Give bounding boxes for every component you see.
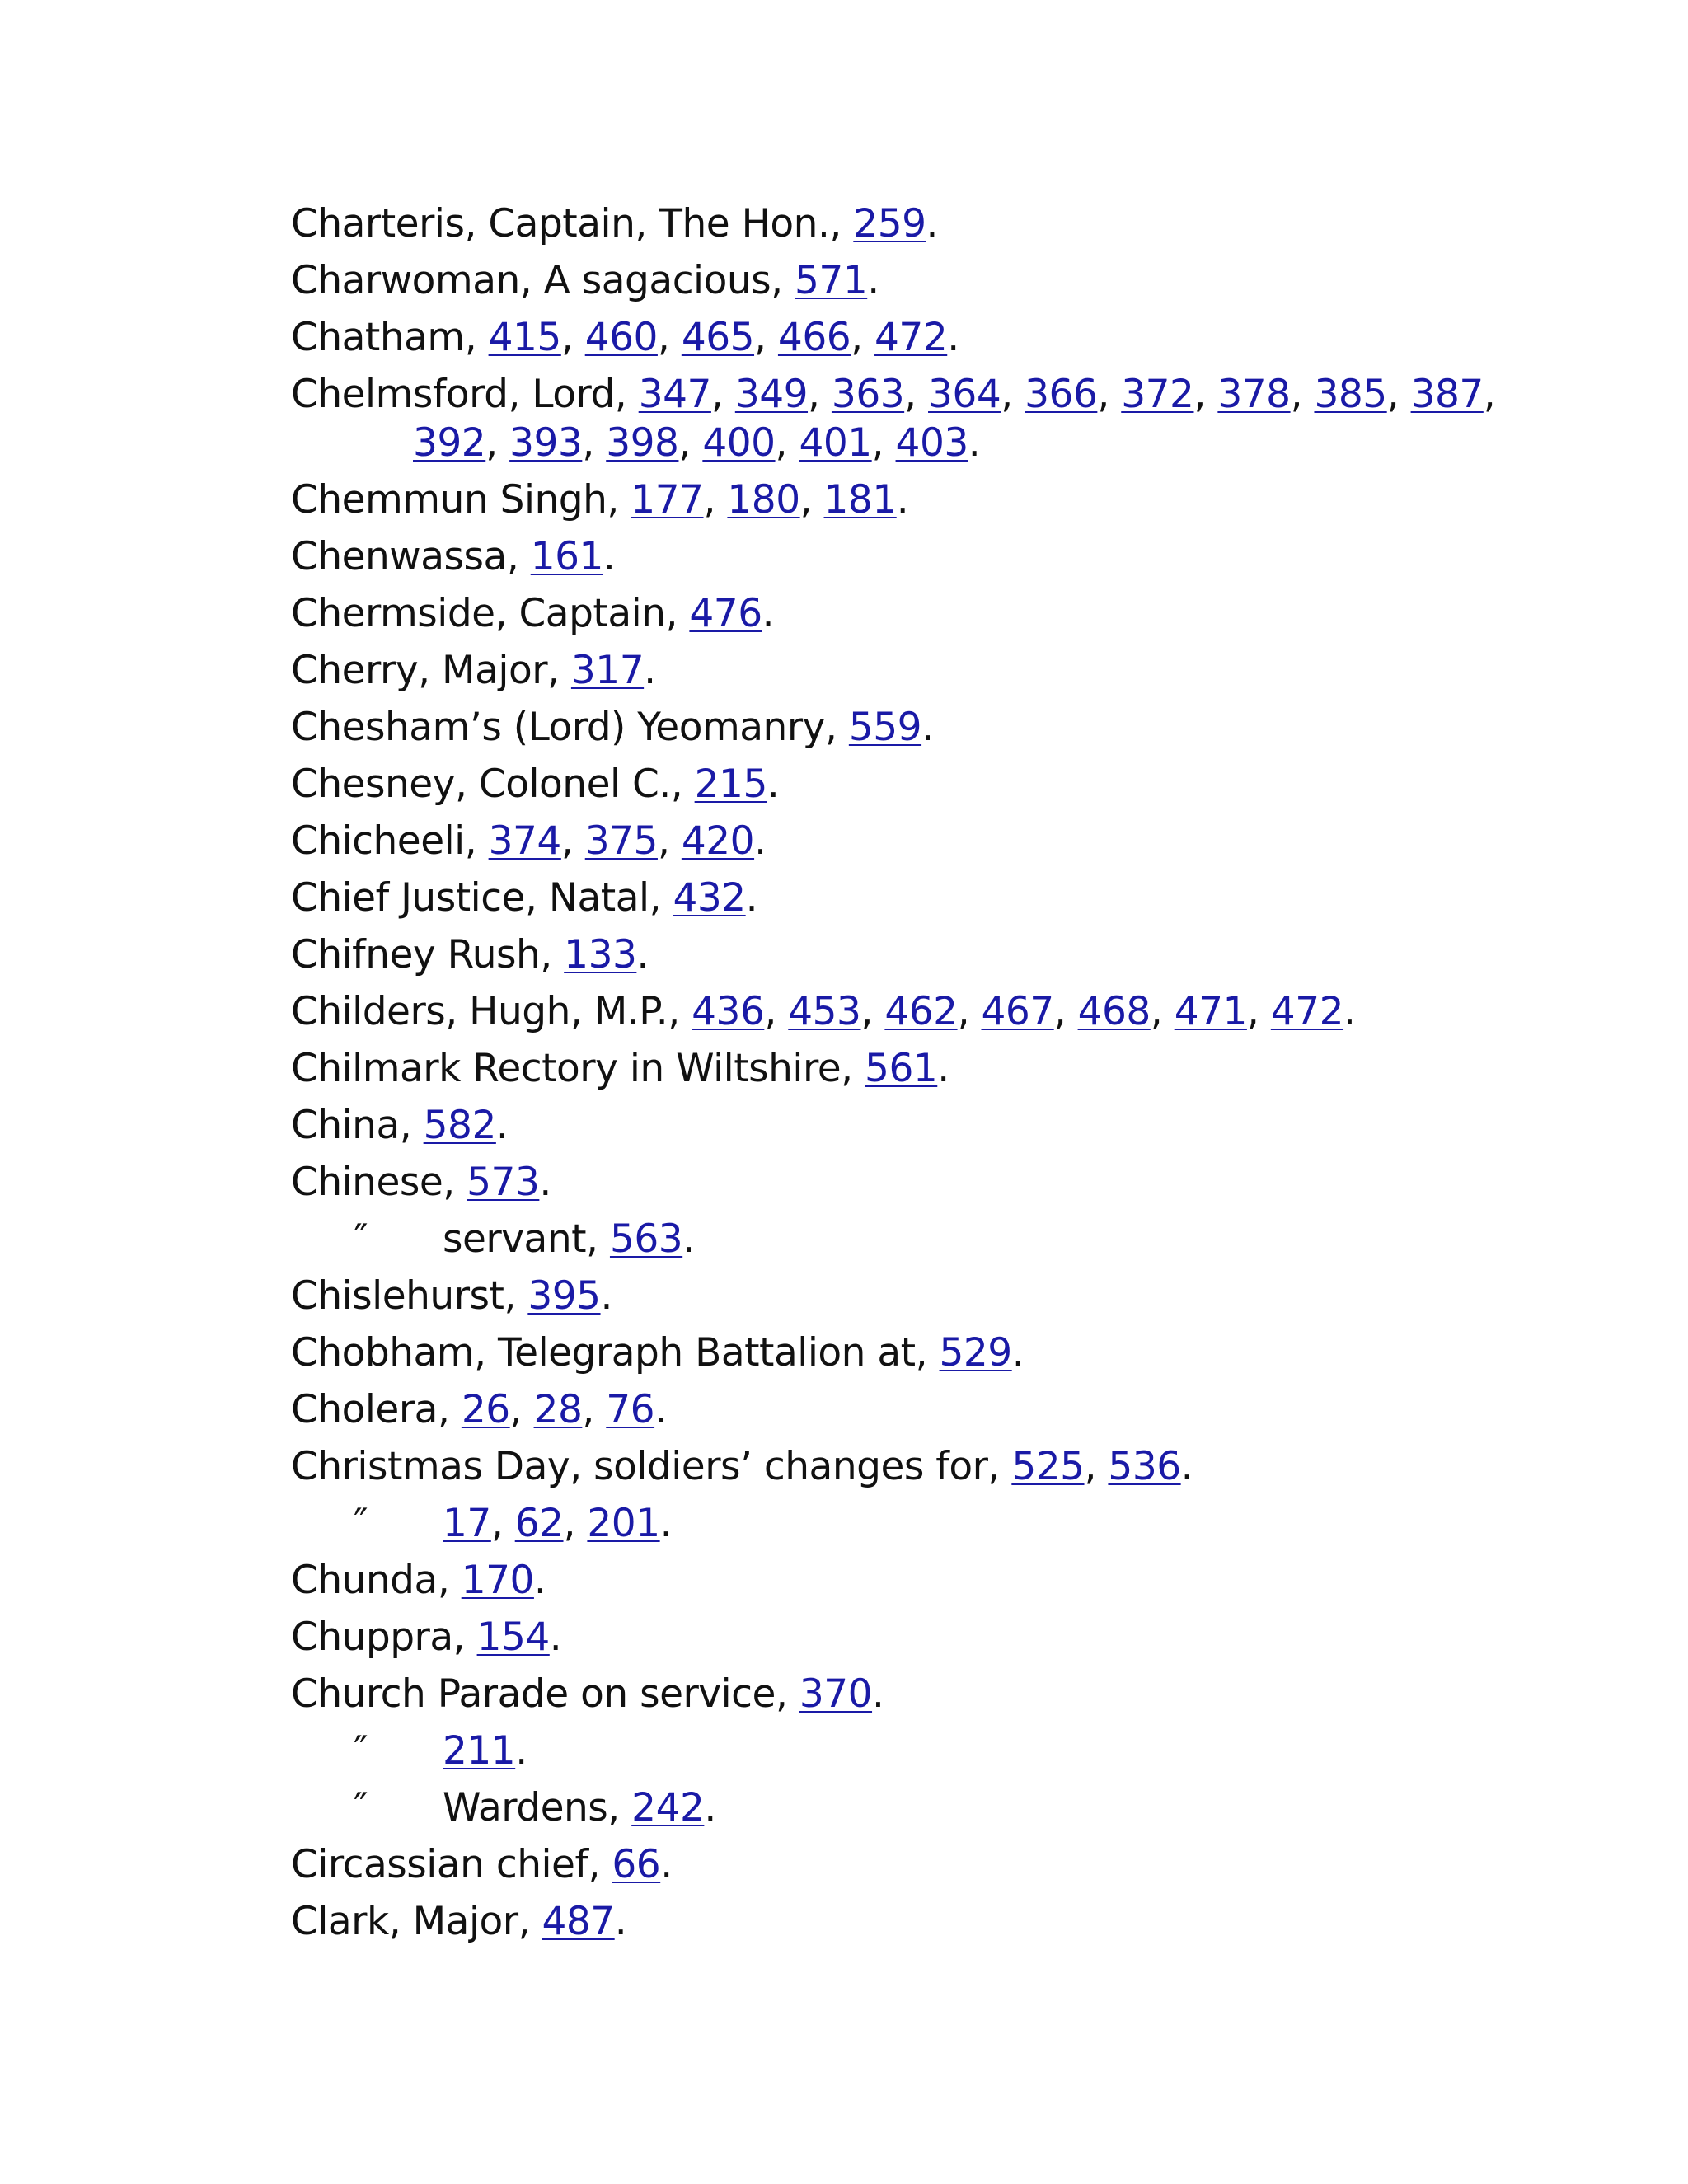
page-link[interactable]: 487 (542, 1899, 615, 1944)
page-link[interactable]: 472 (1270, 989, 1344, 1034)
page-link[interactable]: 462 (884, 989, 958, 1034)
entry-heading: servant, (443, 1216, 610, 1262)
page-link[interactable]: 561 (865, 1046, 938, 1091)
index-entry: Chief Justice, Natal, 432. (291, 875, 758, 921)
page-link[interactable]: 525 (1011, 1444, 1085, 1489)
page-link[interactable]: 76 (606, 1387, 655, 1432)
page-link[interactable]: 536 (1108, 1444, 1181, 1489)
page-link[interactable]: 180 (727, 477, 800, 523)
index-entry: Chenwassa, 161. (291, 534, 616, 579)
index-entry: Childers, Hugh, M.P., 436, 453, 462, 467, 468, 471, 472. (291, 989, 1356, 1034)
index-entry: Chobham, Telegraph Battalion at, 529. (291, 1330, 1025, 1376)
entry-heading: Church Parade on service, (291, 1671, 799, 1717)
entry-heading: Chislehurst, (291, 1273, 528, 1319)
entry-heading: Chesney, Colonel C., (291, 762, 695, 807)
index-entry: Clark, Major, 487. (291, 1899, 627, 1944)
page-link[interactable]: 133 (564, 932, 637, 977)
page-link[interactable]: 400 (702, 420, 776, 466)
page-link[interactable]: 468 (1077, 989, 1151, 1034)
index-subentry: ″ Wardens, 242. (354, 1785, 716, 1830)
ditto-mark: ″ (354, 1785, 368, 1830)
page-link[interactable]: 378 (1217, 372, 1291, 417)
page-link[interactable]: 582 (423, 1103, 496, 1148)
index-entry: Chatham, 415, 460, 465, 466, 472. (291, 315, 959, 360)
page-link[interactable]: 420 (681, 818, 755, 864)
page-link[interactable]: 259 (853, 201, 926, 246)
entry-heading: Chifney Rush, (291, 932, 565, 977)
index-entry: Chelmsford, Lord, 347, 349, 363, 364, 366, 372, 378, 385, 387, 392, 393, 398, 400, 401, 403. (291, 370, 1577, 467)
page-link[interactable]: 476 (689, 591, 762, 636)
ditto-mark: ″ (354, 1728, 368, 1774)
page-link[interactable]: 366 (1025, 372, 1098, 417)
index-entry: China, 582. (291, 1103, 509, 1148)
index-entry: Christmas Day, soldiers’ changes for, 525, 536. (291, 1444, 1193, 1489)
index-subentry: ″ 211. (354, 1728, 528, 1774)
index-entry: Chuppra, 154. (291, 1615, 562, 1660)
page-link[interactable]: 28 (533, 1387, 583, 1432)
page-link[interactable]: 436 (692, 989, 765, 1034)
entry-heading: Cholera, (291, 1387, 462, 1432)
page-link[interactable]: 17 (443, 1501, 491, 1546)
entry-heading: Chelmsford, Lord, (291, 372, 639, 417)
index-entry: Chesham’s (Lord) Yeomanry, 559. (291, 705, 934, 750)
entry-heading: Chuppra, (291, 1615, 477, 1660)
page-link[interactable]: 472 (874, 315, 948, 360)
index-entry: Circassian chief, 66. (291, 1842, 673, 1887)
page-link[interactable]: 372 (1121, 372, 1194, 417)
entry-heading: Chatham, (291, 315, 489, 360)
index-entry: Cherry, Major, 317. (291, 648, 656, 693)
page-link[interactable]: 529 (939, 1330, 1012, 1376)
index-entry: Chicheeli, 374, 375, 420. (291, 818, 767, 864)
page-link[interactable]: 347 (638, 372, 711, 417)
entry-heading: Chilmark Rectory in Wiltshire, (291, 1046, 865, 1091)
page-link[interactable]: 177 (631, 477, 704, 523)
entry-heading: Christmas Day, soldiers’ changes for, (291, 1444, 1012, 1489)
index-entry: Cholera, 26, 28, 76. (291, 1387, 667, 1432)
entry-heading: Chobham, Telegraph Battalion at, (291, 1330, 940, 1376)
page-link[interactable]: 395 (528, 1273, 601, 1319)
page-link[interactable]: 392 (413, 420, 486, 466)
entry-heading: Chermside, Captain, (291, 591, 690, 636)
entry-heading: Charteris, Captain, The Hon., (291, 201, 854, 246)
page-link[interactable]: 460 (584, 315, 658, 360)
index-entry: Charteris, Captain, The Hon., 259. (291, 201, 938, 246)
page-link[interactable]: 363 (831, 372, 905, 417)
page-link[interactable]: 415 (488, 315, 561, 360)
entry-heading: China, (291, 1103, 424, 1148)
page-link[interactable]: 211 (443, 1728, 516, 1774)
page-link[interactable]: 370 (799, 1671, 873, 1717)
entry-heading: Clark, Major, (291, 1899, 542, 1944)
page-link[interactable]: 201 (587, 1501, 660, 1546)
page-link[interactable]: 453 (788, 989, 861, 1034)
entry-continuation: 392, 393, 398, 400, 401, 403. (413, 420, 981, 466)
entry-heading: Childers, Hugh, M.P., (291, 989, 692, 1034)
entry-heading: Cherry, Major, (291, 648, 571, 693)
page-link[interactable]: 375 (584, 818, 658, 864)
page-link[interactable]: 154 (476, 1615, 550, 1660)
index-subentry: ″ servant, 563. (354, 1216, 695, 1262)
entry-heading: Circassian chief, (291, 1842, 612, 1887)
index-subentry: ″ 17, 62, 201. (354, 1501, 673, 1546)
index-entry: Chermside, Captain, 476. (291, 591, 775, 636)
page-link[interactable]: 317 (570, 648, 645, 693)
page-link[interactable]: 242 (631, 1785, 705, 1830)
page-link[interactable]: 571 (795, 258, 868, 303)
page-link[interactable]: 573 (467, 1160, 540, 1205)
index-entry: Chifney Rush, 133. (291, 932, 649, 977)
index-entry: Chesney, Colonel C., 215. (291, 762, 780, 807)
ditto-mark: ″ (354, 1216, 368, 1262)
index-entry: Chilmark Rectory in Wiltshire, 561. (291, 1046, 950, 1091)
page-link[interactable]: 393 (509, 420, 583, 466)
page-link[interactable]: 387 (1410, 372, 1484, 417)
page-link[interactable]: 181 (823, 477, 897, 523)
index-entry: Chunda, 170. (291, 1558, 546, 1603)
index-entry: Charwoman, A sagacious, 571. (291, 258, 879, 303)
page-link[interactable]: 465 (681, 315, 755, 360)
index-entry: Chislehurst, 395. (291, 1273, 612, 1319)
ditto-mark: ″ (354, 1501, 368, 1546)
page-link[interactable]: 374 (488, 818, 561, 864)
page-link[interactable]: 385 (1314, 372, 1387, 417)
entry-heading: Chicheeli, (291, 818, 489, 864)
entry-heading: Charwoman, A sagacious, (291, 258, 795, 303)
entry-heading: Chunda, (291, 1558, 462, 1603)
entry-heading: Chemmun Singh, (291, 477, 631, 523)
entry-heading: Wardens, (443, 1785, 632, 1830)
page-link[interactable]: 161 (530, 534, 603, 579)
page-link[interactable]: 170 (461, 1558, 534, 1603)
page-link[interactable]: 398 (606, 420, 679, 466)
entry-heading: Chief Justice, Natal, (291, 875, 673, 921)
entry-heading: Chenwassa, (291, 534, 531, 579)
page-link[interactable]: 559 (848, 705, 922, 750)
page-link[interactable]: 467 (981, 989, 1054, 1034)
page-link[interactable]: 401 (799, 420, 872, 466)
index-entry: Chinese, 573. (291, 1160, 551, 1205)
page-link[interactable]: 364 (928, 372, 1001, 417)
page-link[interactable]: 66 (612, 1842, 661, 1887)
index-list (291, 199, 1577, 1954)
page-link[interactable]: 215 (694, 762, 767, 807)
page-link[interactable]: 471 (1174, 989, 1247, 1034)
page-link[interactable]: 403 (895, 420, 968, 466)
page-link[interactable]: 349 (734, 372, 809, 417)
page-link[interactable]: 62 (514, 1501, 564, 1546)
index-entry: Church Parade on service, 370. (291, 1671, 884, 1717)
page-link[interactable]: 563 (609, 1216, 683, 1262)
page-link[interactable]: 432 (673, 875, 746, 921)
entry-heading: Chesham’s (Lord) Yeomanry, (291, 705, 849, 750)
page-link[interactable]: 26 (461, 1387, 510, 1432)
entry-heading: Chinese, (291, 1160, 467, 1205)
page-link[interactable]: 466 (777, 315, 851, 360)
index-entry: Chemmun Singh, 177, 180, 181. (291, 477, 909, 523)
